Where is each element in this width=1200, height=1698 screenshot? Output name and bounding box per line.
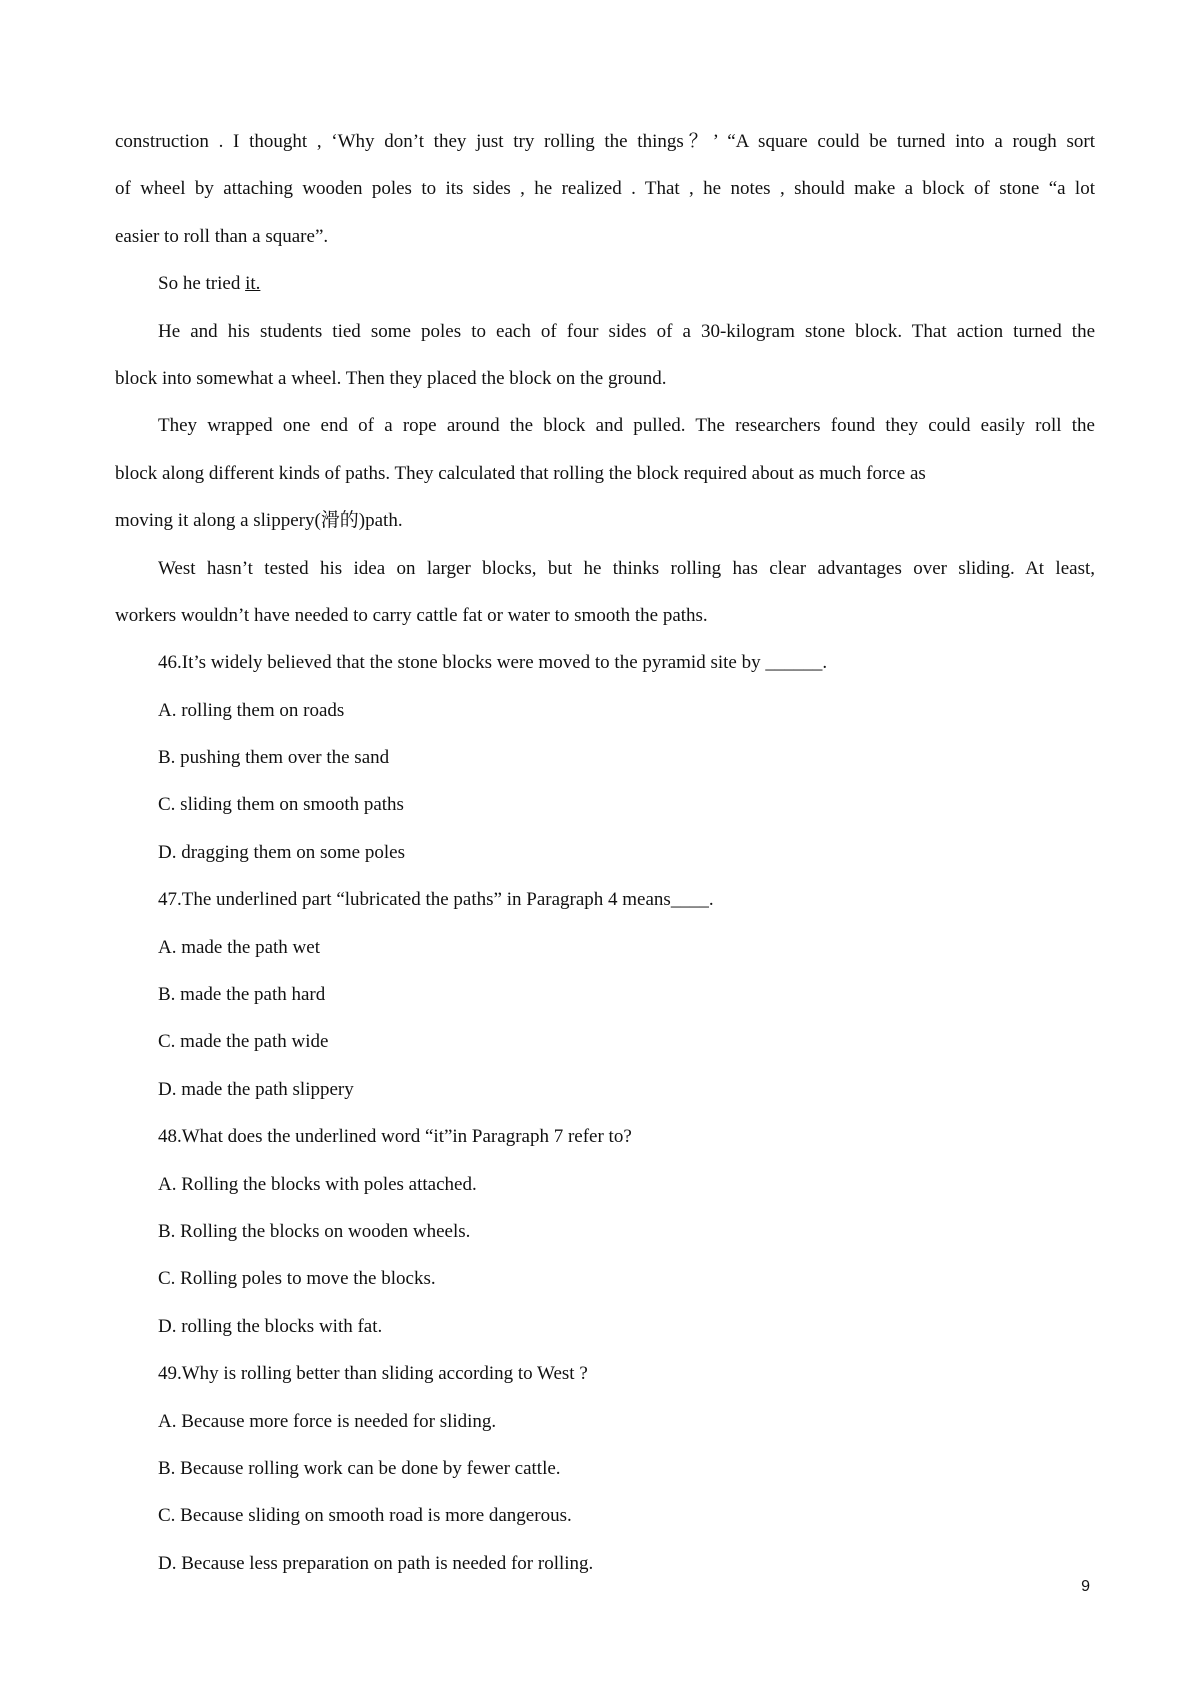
answer-option: A. made the path wet	[158, 936, 320, 958]
paragraph-line: He and his students tied some poles to each of four sides of a 30-kilogram stone block. That action turned the	[158, 320, 1095, 342]
answer-option: D. dragging them on some poles	[158, 841, 405, 863]
answer-option: D. rolling the blocks with fat.	[158, 1315, 383, 1337]
paragraph-line: easier to roll than a square”.	[115, 225, 329, 247]
paragraph-text: So he tried	[158, 273, 246, 295]
answer-option: B. Because rolling work can be done by fewer cattle.	[158, 1457, 561, 1479]
question-stem: 48.What does the underlined word “it”in Paragraph 7 refer to?	[158, 1126, 632, 1148]
paragraph-1	[115, 118, 1095, 260]
answer-option: A. rolling them on roads	[158, 699, 345, 721]
paragraph-line: West hasn’t tested his idea on larger blocks, but he thinks rolling has clear advantages over sliding. At least,	[158, 557, 1095, 579]
answer-option: B. pushing them over the sand	[158, 747, 390, 769]
answer-option: C. made the path wide	[158, 1031, 329, 1053]
answer-option: B. Rolling the blocks on wooden wheels.	[158, 1220, 471, 1242]
document-page	[115, 118, 1095, 1587]
question-46	[115, 639, 1095, 876]
question-stem: 46.It’s widely believed that the stone blocks were moved to the pyramid site by ______.	[158, 652, 828, 674]
answer-option: C. Rolling poles to move the blocks.	[158, 1268, 436, 1290]
answer-option: D. made the path slippery	[158, 1078, 354, 1100]
page-number: 9	[1081, 1578, 1090, 1595]
question-48	[115, 1113, 1095, 1350]
paragraph-line: construction . I thought , ‘Why don’t they just try rolling the things？’ “A square could be turned into a rough sort	[115, 131, 1095, 152]
answer-option: A. Because more force is needed for sliding.	[158, 1410, 497, 1432]
paragraph-line: moving it along a slippery(滑的)path.	[115, 510, 403, 532]
question-stem: 47.The underlined part “lubricated the paths” in Paragraph 4 means____.	[158, 889, 714, 911]
answer-option: C. sliding them on smooth paths	[158, 794, 404, 816]
answer-option: B. made the path hard	[158, 984, 326, 1006]
paragraph-3	[115, 308, 1095, 403]
paragraph-line: block along different kinds of paths. They calculated that rolling the block required about as much force as	[115, 462, 926, 484]
paragraph-line: They wrapped one end of a rope around the block and pulled. The researchers found they could easily roll the	[158, 415, 1095, 437]
answer-option: A. Rolling the blocks with poles attached.	[158, 1173, 477, 1195]
answer-option: D. Because less preparation on path is needed for rolling.	[158, 1552, 594, 1574]
paragraph-4	[115, 402, 1095, 544]
underlined-word-it: it.	[245, 273, 261, 295]
paragraph-line: of wheel by attaching wooden poles to its sides , he realized . That , he notes , should make a block of stone “a lot	[115, 178, 1095, 200]
question-47	[115, 876, 1095, 1113]
question-stem: 49.Why is rolling better than sliding according to West ?	[158, 1363, 588, 1385]
paragraph-line: block into somewhat a wheel. Then they placed the block on the ground.	[115, 367, 667, 389]
answer-option: C. Because sliding on smooth road is more dangerous.	[158, 1505, 572, 1527]
paragraph-line: workers wouldn’t have needed to carry cattle fat or water to smooth the paths.	[115, 604, 708, 626]
paragraph-2	[115, 260, 1095, 307]
paragraph-5	[115, 545, 1095, 640]
question-49	[115, 1350, 1095, 1587]
